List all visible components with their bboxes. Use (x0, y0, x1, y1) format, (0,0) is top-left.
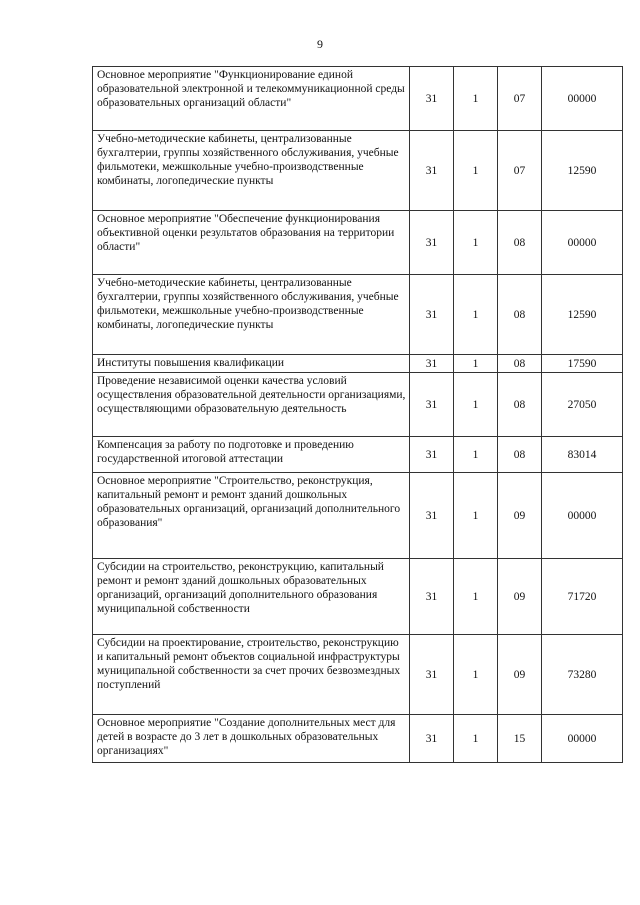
row-code-event: 08 (498, 355, 542, 373)
row-code-program: 31 (410, 473, 454, 559)
row-code-event: 09 (498, 473, 542, 559)
row-code-direction: 12590 (542, 275, 623, 355)
row-code-program: 31 (410, 437, 454, 473)
table-row (93, 559, 623, 635)
budget-table (92, 66, 623, 763)
table-row (93, 715, 623, 763)
row-name: Учебно-методические кабинеты, централизованные бухгалтерии, группы хозяйственного обслуживания, учебные фильмотеки, межшкольные учебно-производственные комбинаты, логопедические пункты (93, 275, 410, 355)
table-row (93, 67, 623, 131)
row-name: Субсидии на проектирование, строительство, реконструкцию и капитальный ремонт объектов социальной инфраструктуры муниципальной собственности за счет прочих безвозмездных поступлений (93, 635, 410, 715)
row-code-program: 31 (410, 275, 454, 355)
row-code-direction: 00000 (542, 67, 623, 131)
row-code-direction: 00000 (542, 473, 623, 559)
row-code-program: 31 (410, 211, 454, 275)
row-code-program: 31 (410, 67, 454, 131)
row-code-direction: 00000 (542, 715, 623, 763)
table-row (93, 635, 623, 715)
row-code-subprogram: 1 (454, 437, 498, 473)
row-code-direction: 83014 (542, 437, 623, 473)
table-row (93, 275, 623, 355)
row-code-direction: 12590 (542, 131, 623, 211)
row-name: Основное мероприятие "Строительство, реконструкция, капитальный ремонт и ремонт зданий дошкольных образовательных организаций, организаций дополнительного образования" (93, 473, 410, 559)
row-code-subprogram: 1 (454, 355, 498, 373)
row-code-program: 31 (410, 131, 454, 211)
row-code-subprogram: 1 (454, 131, 498, 211)
row-code-event: 15 (498, 715, 542, 763)
row-code-subprogram: 1 (454, 211, 498, 275)
row-code-subprogram: 1 (454, 635, 498, 715)
row-code-subprogram: 1 (454, 559, 498, 635)
table-row (93, 437, 623, 473)
row-code-event: 09 (498, 559, 542, 635)
row-code-event: 08 (498, 373, 542, 437)
row-code-program: 31 (410, 355, 454, 373)
row-name: Учебно-методические кабинеты, централизованные бухгалтерии, группы хозяйственного обслуживания, учебные фильмотеки, межшкольные учебно-производственные комбинаты, логопедические пункты (93, 131, 410, 211)
row-code-subprogram: 1 (454, 473, 498, 559)
row-code-direction: 27050 (542, 373, 623, 437)
row-code-program: 31 (410, 715, 454, 763)
row-code-program: 31 (410, 373, 454, 437)
row-code-direction: 71720 (542, 559, 623, 635)
table-row (93, 355, 623, 373)
page-number: 9 (317, 37, 323, 51)
row-code-direction: 73280 (542, 635, 623, 715)
row-code-program: 31 (410, 559, 454, 635)
row-code-event: 08 (498, 275, 542, 355)
row-code-direction: 17590 (542, 355, 623, 373)
table-row (93, 131, 623, 211)
row-code-event: 08 (498, 437, 542, 473)
row-code-event: 08 (498, 211, 542, 275)
row-code-subprogram: 1 (454, 715, 498, 763)
row-code-subprogram: 1 (454, 67, 498, 131)
row-name: Компенсация за работу по подготовке и проведению государственной итоговой аттестации (93, 437, 410, 473)
row-name: Основное мероприятие "Функционирование единой образовательной электронной и телекоммуникационной среды образовательных организаций области" (93, 67, 410, 131)
row-code-direction: 00000 (542, 211, 623, 275)
row-code-event: 07 (498, 67, 542, 131)
row-code-event: 09 (498, 635, 542, 715)
row-code-event: 07 (498, 131, 542, 211)
row-name: Институты повышения квалификации (93, 355, 410, 373)
row-code-subprogram: 1 (454, 275, 498, 355)
row-name: Субсидии на строительство, реконструкцию, капитальный ремонт и ремонт зданий дошкольных образовательных организаций, организаций дополнительного образования муниципальной собственности (93, 559, 410, 635)
table-row (93, 473, 623, 559)
row-code-program: 31 (410, 635, 454, 715)
table-row (93, 373, 623, 437)
row-name: Проведение независимой оценки качества условий осуществления образовательной деятельности организациями, осуществляющими образовательную деятельность (93, 373, 410, 437)
table-row (93, 211, 623, 275)
row-name: Основное мероприятие "Обеспечение функционирования объективной оценки результатов образования на территории области" (93, 211, 410, 275)
row-name: Основное мероприятие "Создание дополнительных мест для детей в возрасте до 3 лет в дошкольных образовательных организациях" (93, 715, 410, 763)
row-code-subprogram: 1 (454, 373, 498, 437)
